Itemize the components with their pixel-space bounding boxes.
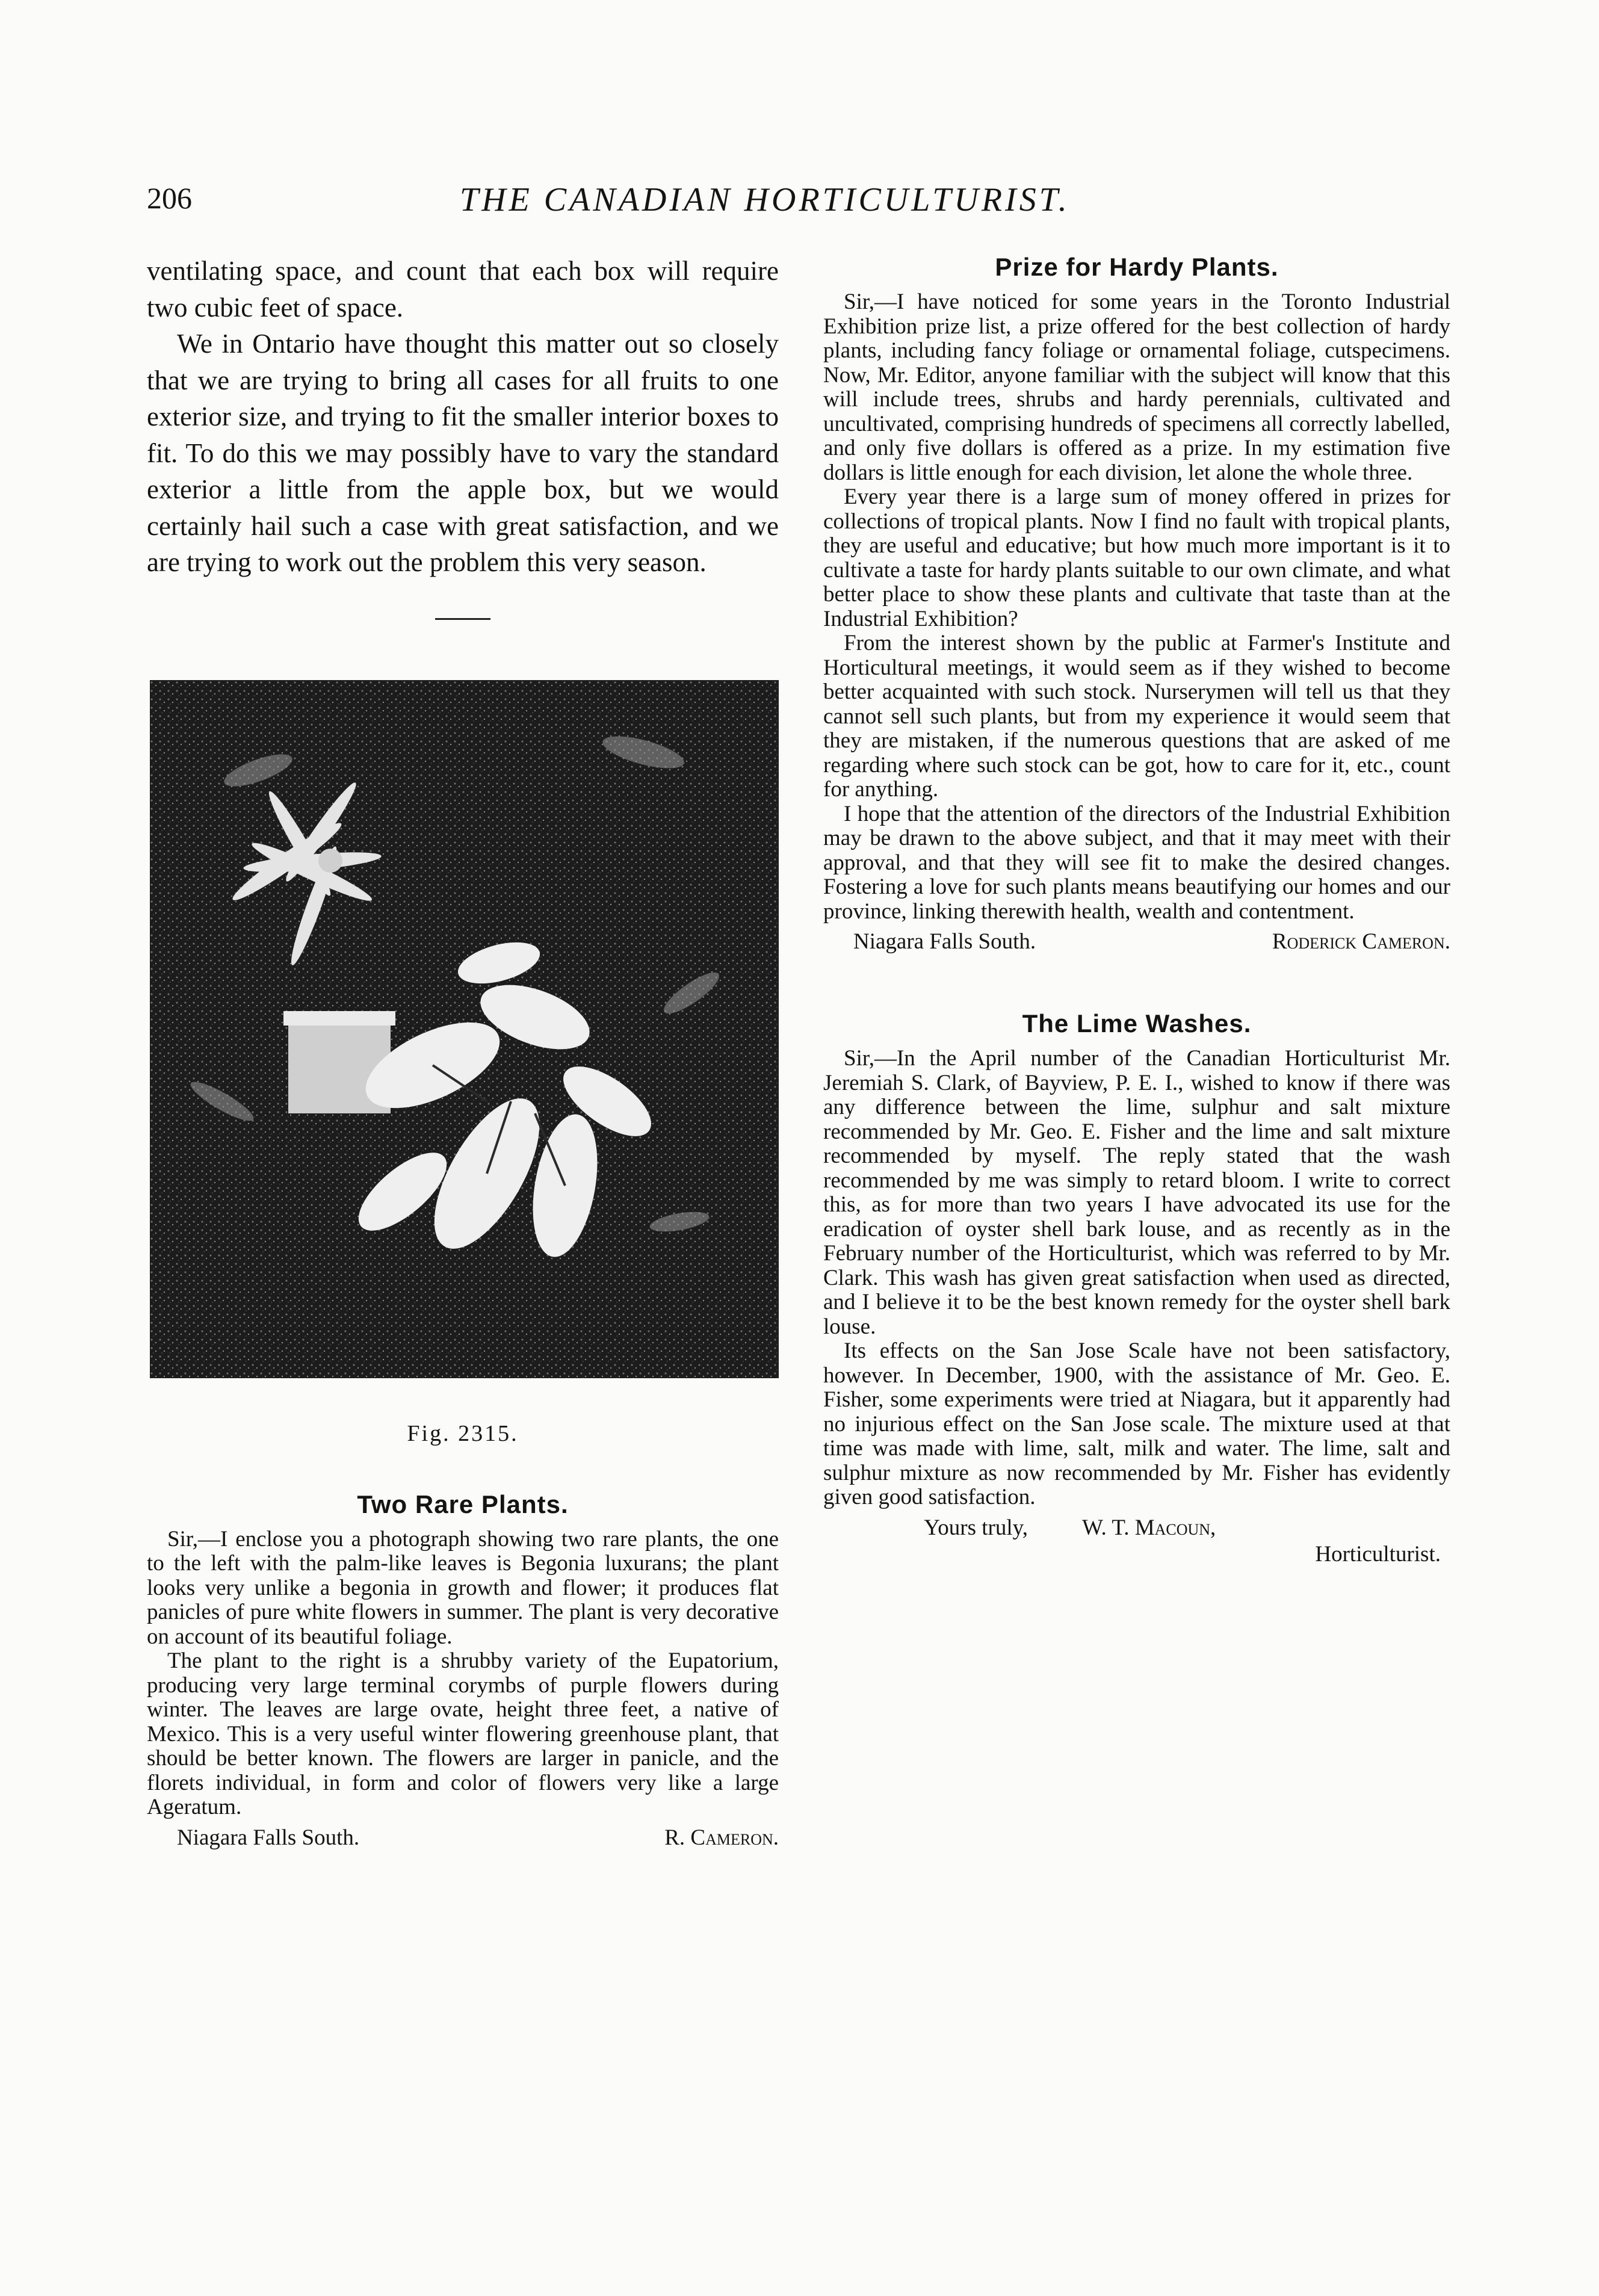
- closing-salutation: Yours truly,: [924, 1515, 1028, 1540]
- section-gap: [823, 955, 1450, 1009]
- signature-author: Roderick Cameron.: [1272, 929, 1450, 954]
- closing-block: [823, 1515, 1450, 1568]
- article-paragraph: Sir,—I enclose you a photograph showing two rare plants, the one to the left with the palm-like leaves is Begonia luxurans; the plant looks very unlike a begonia in growth and flower; it produces flat panicles of pure white flowers in summer. The plant is very decorative on account of its beautiful foliage.: [147, 1526, 779, 1649]
- article-title: Prize for Hardy Plants.: [995, 253, 1279, 281]
- closing-author-title: Horticulturist.: [1315, 1541, 1441, 1567]
- article-paragraph: Its effects on the San Jose Scale have not been satisfactory, however. In December, 1900, with the assistance of Mr. Geo. E. Fisher, some experiments were tried at Niagara, but it apparently had no injurious effect on the San Jose scale. The mixture used at that time was made with lime, salt, milk and water. The lime, salt and sulphur mixture as now recommended by Mr. Fisher has evidently given good satisfaction.: [823, 1338, 1450, 1509]
- article-paragraph: From the interest shown by the public at Farmer's Institute and Horticultural meetings, it would seem as if they wished to become better acquainted with such stock. Nurserymen will tell us that they cannot sell such plants, but from my experience it would seem that they are mistaken, if the numerous questions that are asked of me regarding where such stock can be got, how to care for it, etc., count for anything.: [823, 631, 1450, 802]
- signature-line: [147, 1825, 779, 1851]
- article-title: Two Rare Plants.: [357, 1490, 569, 1518]
- signature-place: Niagara Falls South.: [177, 1825, 360, 1850]
- closing-author: W. T. Macoun,: [1082, 1515, 1216, 1540]
- right-column: [823, 253, 1450, 1568]
- left-column: [147, 253, 779, 1851]
- article-paragraph: Sir,—I have noticed for some years in the Toronto Industrial Exhibition prize list, a prize offered for the best collection of hardy plants, including fancy foliage or ornamental foliage, cutspecimens. Now, Mr. Editor, anyone familiar with the subject will know that this will include trees, shrubs and hardy perennials, cultivated and uncultivated, comprising hundreds of specimens all correctly labelled, and only five dollars is offered as a prize. In my estimation five dollars is little enough for each division, let alone the whole three.: [823, 289, 1450, 485]
- signature-place: Niagara Falls South.: [853, 929, 1036, 954]
- article-paragraph: I hope that the attention of the directors of the Industrial Exhibition may be drawn to the above subject, and that it may meet with their approval, and that they will see fit to make the desired changes. Fostering a love for such plants means beautifying our homes and our province, linking therewith health, wealth and contentment.: [823, 801, 1450, 924]
- figure-caption: Fig. 2315.: [407, 1420, 519, 1446]
- article-paragraph: The plant to the right is a shrubby variety of the Eupatorium, producing very large terminal corymbs of purple flowers during winter. The leaves are large ovate, height three feet, a native of Mexico. This is a very useful winter flowering greenhouse plant, that should be better known. The flowers are larger in panicle, and the florets individual, in form and color of flowers very like a large Ageratum.: [147, 1648, 779, 1819]
- journal-title: THE CANADIAN HORTICULTURIST.: [460, 181, 1070, 218]
- running-head: [147, 181, 1471, 223]
- closing-row: [823, 1515, 1450, 1541]
- signature-line: [823, 929, 1450, 955]
- article-paragraph: Every year there is a large sum of money offered in prizes for collections of tropical plants. Now I find no fault with tropical plants, they are useful and educative; but how much more important is it to cultivate a taste for hardy plants suitable to our own climate, and what better place to show these plants and cultivate that taste than at the Industrial Exhibition?: [823, 484, 1450, 631]
- plant-photograph-drawing: [150, 680, 779, 1378]
- article-paragraph: Sir,—In the April number of the Canadian Horticulturist Mr. Jeremiah S. Clark, of Bayview, P. E. I., wished to know if there was any difference between the lime, sulphur and salt mixture recommended by Mr. Geo. E. Fisher and the lime and salt mixture recommended by myself. The reply stated that the wash recommended by me was simply to retard bloom. I write to correct this, as for more than two years I have advocated its use for the eradication of oyster shell bark louse, and as recently as in the February number of the Horticulturist, which was referred to by Mr. Clark. This wash has given great satisfaction when used as directed, and I believe it to be the best known remedy for the oyster shell bark louse.: [823, 1046, 1450, 1339]
- article-title: The Lime Washes.: [1022, 1009, 1252, 1038]
- page-number: 206: [147, 181, 192, 215]
- plant-photograph: [150, 680, 779, 1378]
- signature-author: R. Cameron.: [664, 1825, 779, 1850]
- continued-paragraph: We in Ontario have thought this matter out so closely that we are trying to bring all cases for all fruits to one exterior size, and trying to fit the smaller interior boxes to fit. To do this we may possibly have to vary the standard exterior a little from the apple box, but we would certainly hail such a case with great satisfaction, and we are trying to work out the problem this very season.: [147, 329, 779, 577]
- continued-paragraph: ventilating space, and count that each box will require two cubic feet of space.: [147, 256, 779, 323]
- section-divider: [435, 618, 490, 620]
